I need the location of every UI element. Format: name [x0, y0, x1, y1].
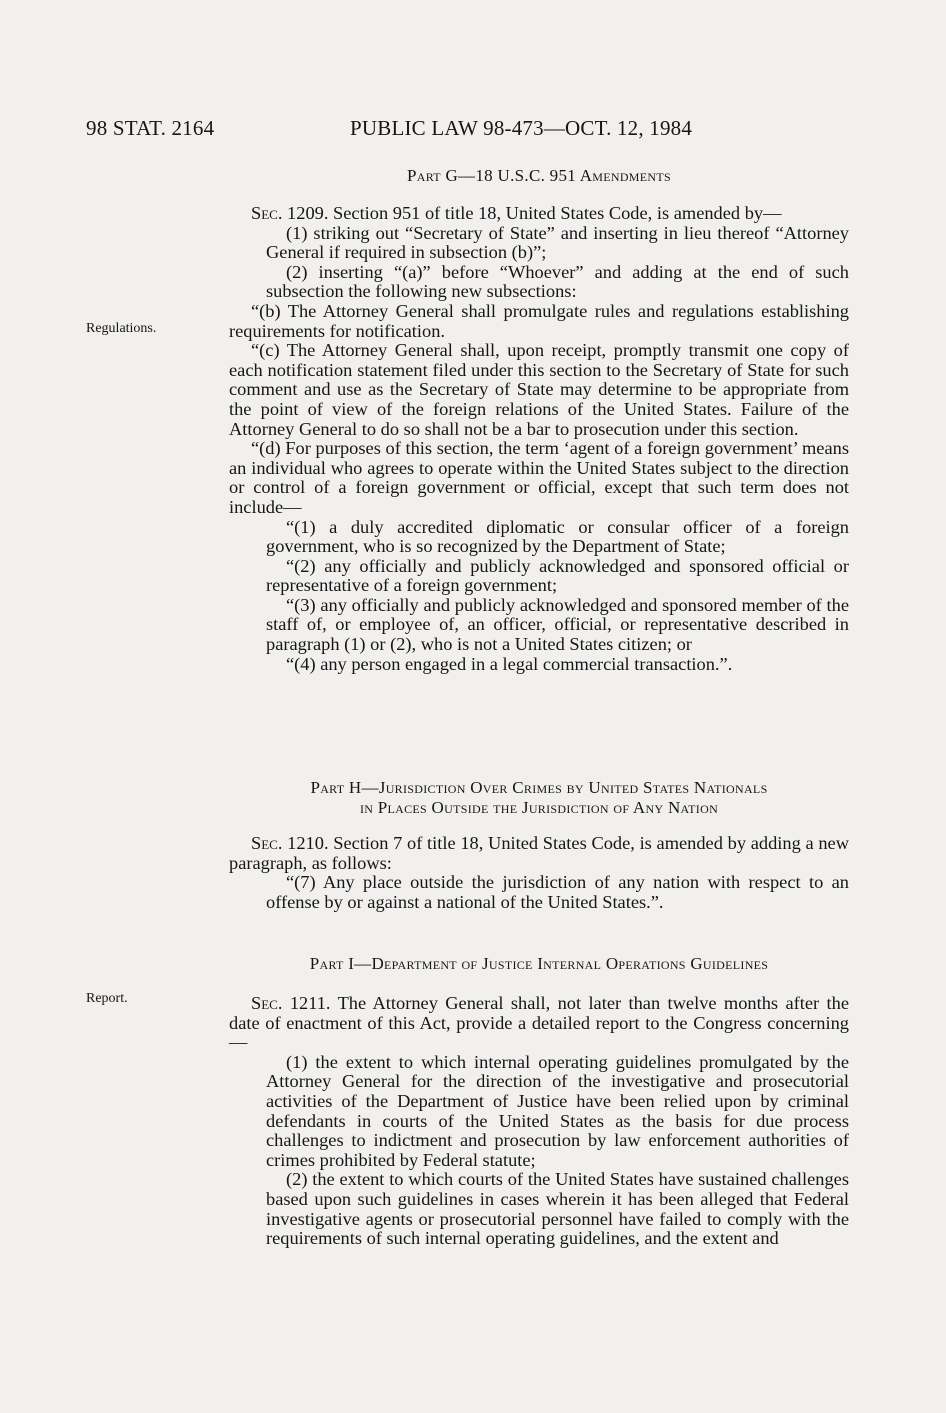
section-1211-text: 1211. The Attorney General shall, not later than twelve months after the date of enactment of this Act, provide a detailed report to the Congress concerning— — [229, 993, 849, 1053]
section-1210-item-7: “(7) Any place outside the jurisdiction of any nation with respect to an offense by or against a national of the United States.”. — [266, 872, 849, 912]
part-h-heading-line-2: in Places Outside the Jurisdiction of Any Nation — [359, 798, 719, 817]
subsection-d-item-3: “(3) any officially and publicly acknowledged and sponsored member of the staff of, or employee of, an officer, official, or representative described in paragraph (1) or (2), who is not a United States citizen; or — [266, 594, 849, 655]
section-1209-item-2: (2) inserting “(a)” before “Whoever” and adding at the end of such subsection the following new subsections: — [266, 261, 849, 302]
part-g-heading: Part G—18 U.S.C. 951 Amendments — [407, 166, 671, 185]
subsection-d: “(d) For purposes of this section, the term ‘agent of a foreign government’ means an individual who agrees to operate within the United States subject to the direction or control of a foreign government or official, except that such term does not include— — [229, 438, 849, 517]
subsection-c: “(c) The Attorney General shall, upon receipt, promptly transmit one copy of each notification statement filed under this section to the Secretary of State for such comment and use as the Secretary of State may determine to be appropriate from the point of view of the foreign relations of the United States. Failure of the Attorney General to do so shall not be a bar to prosecution under this section. — [229, 340, 849, 439]
section-1209-item-1: (1) striking out “Secretary of State” and inserting in lieu thereof “Attorney General if required in subsection (b)”; — [266, 222, 849, 263]
stat-citation: 98 STAT. 2164 — [86, 116, 215, 140]
public-law-citation: PUBLIC LAW 98-473—OCT. 12, 1984 — [350, 116, 693, 140]
section-1211-item-1: (1) the extent to which internal operating guidelines promulgated by the Attorney General for the direction of the investigative and prosecutorial activities of the Department of Justice have been relied upon by criminal defendants in courts of the United States as the basis for due process challenges to indictment and prosecution by law enforcement authorities of crimes prohibited by Federal statute; — [266, 1051, 849, 1170]
sec-label: Sec. — [251, 203, 283, 223]
margin-note-report: Report. — [86, 991, 128, 1006]
subsection-b: “(b) The Attorney General shall promulgate rules and regulations establishing requirements for notification. — [229, 300, 849, 341]
sec-label: Sec. — [251, 993, 283, 1013]
section-1209-text: 1209. Section 951 of title 18, United States Code, is amended by— — [287, 203, 782, 223]
sec-label: Sec. — [251, 833, 283, 853]
subsection-d-item-1: “(1) a duly accredited diplomatic or consular officer of a foreign government, who is so recognized by the Department of State; — [266, 516, 849, 557]
section-1211-intro — [229, 994, 849, 1053]
part-h-heading-line-1: Part H—Jurisdiction Over Crimes by United States Nationals — [310, 778, 768, 797]
part-h-section — [229, 778, 849, 912]
margin-note-regulations: Regulations. — [86, 321, 157, 336]
section-1211-item-2: (2) the extent to which courts of the United States have sustained challenges based upon such guidelines in cases wherein it has been alleged that Federal investigative agents or prosecutorial personnel have failed to comply with the requirements of such internal operating guidelines, and the extent and — [266, 1169, 849, 1249]
subsection-d-item-2: “(2) any officially and publicly acknowledged and sponsored official or representative of a foreign government; — [266, 555, 849, 596]
section-1210-intro — [229, 834, 849, 873]
section-1209-intro — [229, 204, 849, 224]
page-header — [86, 116, 846, 146]
part-g-section — [229, 166, 849, 674]
subsection-d-item-4: “(4) any person engaged in a legal commercial transaction.”. — [286, 653, 733, 674]
part-i-section — [229, 954, 849, 1249]
part-i-heading: Part I—Department of Justice Internal Operations Guidelines — [309, 954, 769, 973]
section-1210-text: 1210. Section 7 of title 18, United States Code, is amended by adding a new paragraph, as follows: — [229, 833, 849, 873]
